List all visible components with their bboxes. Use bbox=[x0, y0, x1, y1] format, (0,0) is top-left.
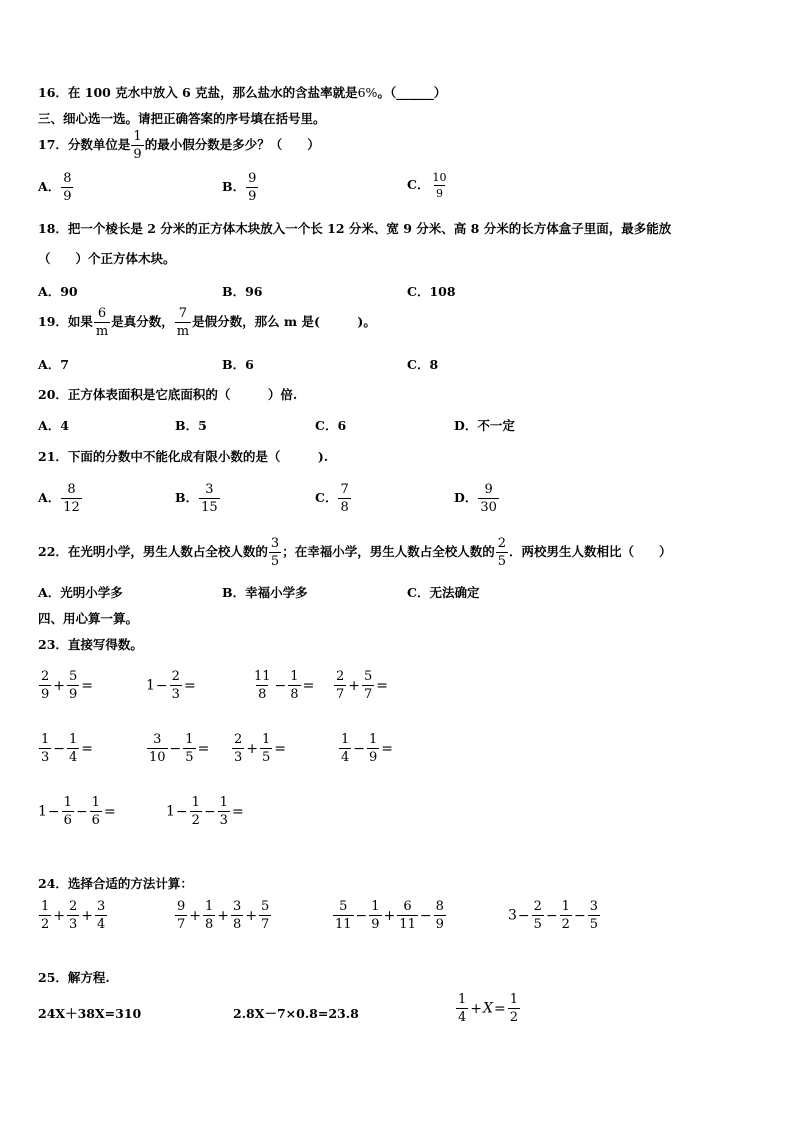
fraction: $\frac{1}{2}$ bbox=[509, 992, 518, 1025]
fraction: $\frac{3}{5}$ bbox=[270, 536, 280, 569]
question-18-line1: 18．把一个棱长是 2 分米的正方体木块放入一个长 12 分米、宽 9 分米、高 8 分米的长方体盒子里面，最多能放 bbox=[38, 221, 672, 236]
expression: $\frac{5}{11}$ − $\frac{1}{9}$ + $\frac{6}{11}$ − $\frac{8}{9}$ bbox=[335, 899, 444, 932]
expression: $\frac{11}{8}$ − $\frac{1}{8}$ = bbox=[254, 669, 315, 702]
expression: 1− $\frac{1}{6}$ − $\frac{1}{6}$ = bbox=[38, 795, 116, 828]
option-b[interactable]: B．6 bbox=[222, 357, 254, 372]
option-c[interactable]: C．8 bbox=[407, 357, 439, 372]
equation-1: 24X＋38X=310 bbox=[38, 1006, 142, 1021]
question-17-post: 的最小假分数是多少？（ ） bbox=[144, 137, 320, 152]
fraction: $\frac{9}{9}$ bbox=[248, 171, 257, 204]
fraction: $\frac{7}{m}$ bbox=[176, 306, 190, 339]
fraction: $\frac{3}{15}$ bbox=[201, 482, 218, 515]
option-c[interactable]: C．6 bbox=[315, 418, 347, 433]
option-d[interactable]: D．不一定 bbox=[454, 418, 515, 433]
expression: $\frac{1}{3}$ − $\frac{1}{4}$ = bbox=[41, 732, 94, 765]
option-a[interactable]: A．7 bbox=[38, 357, 69, 372]
option-a[interactable]: A．4 bbox=[38, 418, 69, 433]
option-a[interactable]: A．光明小学多 bbox=[38, 585, 123, 600]
expression: $\frac{1}{4}$ − $\frac{1}{9}$ = bbox=[341, 732, 394, 765]
question-19: 19．如果 $\frac{6}{m}$ 是真分数， $\frac{7}{m}$ 是假分数，那么 m 是( )。 bbox=[38, 306, 376, 339]
equation-3: $\frac{1}{4}$ +X= $\frac{1}{2}$ bbox=[458, 992, 518, 1025]
question-20: 20．正方体表面积是它底面积的（ ）倍. bbox=[38, 387, 298, 402]
fraction: $\frac{9}{30}$ bbox=[480, 482, 497, 515]
section-4-heading: 四、用心算一算。 bbox=[38, 611, 139, 626]
expression: $\frac{2}{3}$ + $\frac{1}{5}$ = bbox=[234, 732, 287, 765]
fraction: $\frac{6}{m}$ bbox=[95, 306, 109, 339]
option-a[interactable]: A．90 bbox=[38, 284, 78, 299]
question-23-title: 23．直接写得数。 bbox=[38, 637, 143, 652]
fraction: $\frac{8}{9}$ bbox=[63, 171, 72, 204]
option-c[interactable]: C．108 bbox=[407, 284, 456, 299]
question-22: 22．在光明小学，男生人数占全校人数的 $\frac{3}{5}$ ；在幸福小学，男生人数占全校人数的 $\frac{2}{5}$ ．两校男生人数相比（ ） bbox=[38, 536, 672, 569]
fraction: $\frac{7}{8}$ bbox=[340, 482, 349, 515]
fraction: $\frac{2}{5}$ bbox=[497, 536, 506, 569]
option-b[interactable]: B． $\frac{9}{9}$ bbox=[222, 171, 257, 204]
fraction: $\frac{1}{4}$ bbox=[458, 992, 467, 1025]
option-a[interactable]: A． $\frac{8}{12}$ bbox=[38, 482, 80, 515]
option-a[interactable]: A． $\frac{8}{9}$ bbox=[38, 171, 72, 204]
expression: $\frac{2}{7}$ + $\frac{5}{7}$ = bbox=[336, 669, 389, 702]
fraction: $\frac{8}{12}$ bbox=[63, 482, 80, 515]
question-16 bbox=[38, 83, 446, 101]
question-24-title: 24．选择合适的方法计算： bbox=[38, 876, 193, 891]
expression: 1− $\frac{2}{3}$ = bbox=[146, 669, 196, 702]
equation-2: 2.8X－7×0.8=23.8 bbox=[233, 1006, 359, 1021]
expression: 1− $\frac{1}{2}$ − $\frac{1}{3}$ = bbox=[166, 795, 244, 828]
fraction: $\frac{10}{9}$ bbox=[432, 171, 447, 200]
option-b[interactable]: B． $\frac{3}{15}$ bbox=[175, 482, 218, 515]
expression: $\frac{2}{9}$ + $\frac{5}{9}$ = bbox=[41, 669, 94, 702]
question-17 bbox=[38, 130, 320, 161]
question-16-text: 16．在 100 克水中放入 6 克盐，那么盐水的含盐率就是 bbox=[38, 85, 358, 100]
option-b[interactable]: B．幸福小学多 bbox=[222, 585, 308, 600]
expression: $\frac{1}{2}$ + $\frac{2}{3}$ + $\frac{3}{4}$ bbox=[41, 899, 106, 932]
section-3-heading: 三、细心选一选。请把正确答案的序号填在括号里。 bbox=[38, 111, 326, 126]
option-b[interactable]: B．5 bbox=[175, 418, 207, 433]
fraction: $\frac{1}{9}$ bbox=[133, 129, 142, 162]
option-c[interactable]: C． $\frac{10}{9}$ bbox=[407, 171, 447, 200]
question-18-line2: （ ）个正方体木块。 bbox=[38, 251, 176, 266]
question-21: 21．下面的分数中不能化成有限小数的是（ ). bbox=[38, 449, 329, 464]
question-16-value: 6% bbox=[357, 85, 378, 100]
question-16-answer-blank[interactable]: 。（______） bbox=[377, 85, 447, 100]
expression: $\frac{9}{7}$ + $\frac{1}{8}$ + $\frac{3}{8}$ + $\frac{5}{7}$ bbox=[177, 899, 270, 932]
question-17-pre: 17．分数单位是 bbox=[38, 137, 131, 152]
expression: $\frac{3}{10}$ − $\frac{1}{5}$ = bbox=[149, 732, 210, 765]
option-d[interactable]: D． $\frac{9}{30}$ bbox=[454, 482, 497, 515]
option-c[interactable]: C．无法确定 bbox=[407, 585, 480, 600]
question-25-title: 25．解方程. bbox=[38, 970, 110, 985]
expression: 3− $\frac{2}{5}$ − $\frac{1}{2}$ − $\frac{3}{5}$ bbox=[508, 899, 598, 932]
option-b[interactable]: B．96 bbox=[222, 284, 263, 299]
option-c[interactable]: C． $\frac{7}{8}$ bbox=[315, 482, 349, 515]
